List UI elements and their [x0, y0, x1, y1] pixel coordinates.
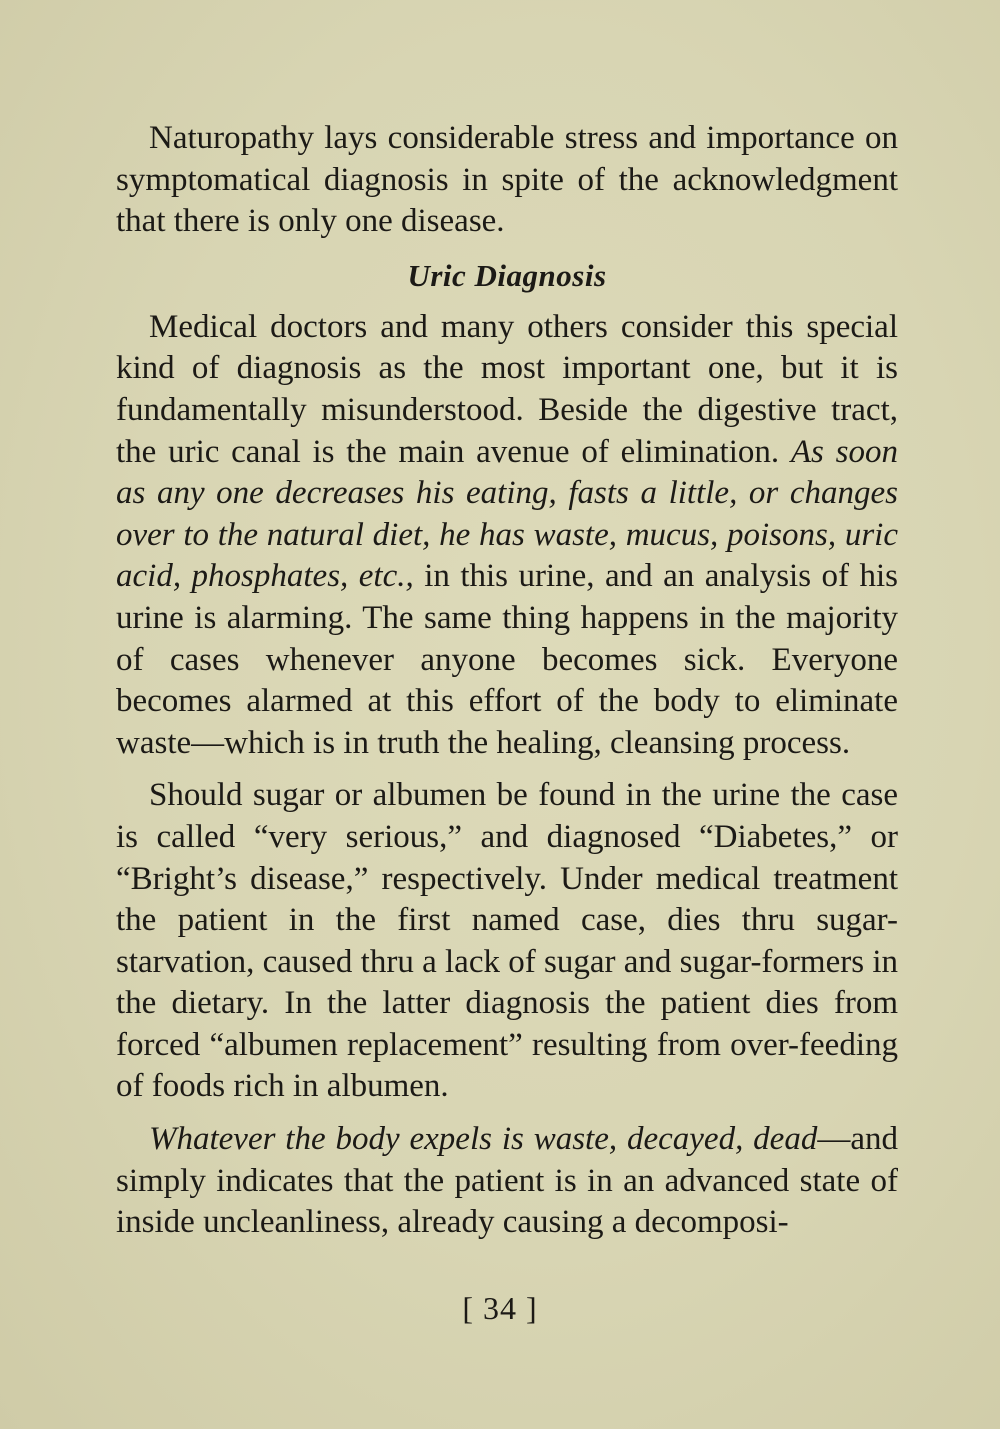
section-heading-container — [116, 255, 898, 297]
section-heading: Uric Diagnosis — [407, 257, 607, 293]
page-body-text — [116, 118, 898, 1244]
paragraph-text: —and simply indicates that the patient is in an advanced state of inside uncleanliness, already causing a decomposi- — [116, 1121, 898, 1241]
paragraph-naturopathy: Naturopathy lays considerable stress and importance on symptomatical diagnosis in spite of the acknowledgment that there is only one disease. — [116, 120, 898, 240]
paragraph-whatever-body-expels — [116, 1119, 898, 1244]
paragraph-text: in this urine, and an analysis of his urine is alarming. The same thing happens in the majority of cases whenever anyone becomes sick. Everyone becomes alarmed at this effort of the body to eliminate waste—which is in truth the healing, cleansing process. — [116, 558, 898, 761]
page-number: [ 34 ] — [462, 1290, 538, 1326]
paragraph-italic-text: Whatever the body expels is waste, decayed, dead — [149, 1121, 818, 1158]
paragraph-sugar-albumen: Should sugar or albumen be found in the urine the case is called “very serious,” and diagnosed “Diabetes,” or “Bright’s disease,” respectively. Under medical treatment the patient in the first named case, dies thru sugar-starvation, caused thru a lack of sugar and sugar-formers in the dietary. In the latter diagnosis the patient dies from forced “albumen replacement” resulting from over-feeding of foods rich in albumen. — [116, 777, 898, 1105]
paragraph-text: Medical doctors and many others consider this special kind of diagnosis as the most important one, but it is fundamentally misunderstood. Beside the digestive tract, the uric canal is the main avenue of elimination. — [116, 308, 898, 470]
paragraph-italic-text: As soon as any one decreases his eating, fasts a little, or changes over to the natural diet, he has waste, mucus, poisons, uric acid, phosphates, etc., — [116, 433, 898, 595]
paragraph-uric-diagnosis — [116, 307, 898, 765]
